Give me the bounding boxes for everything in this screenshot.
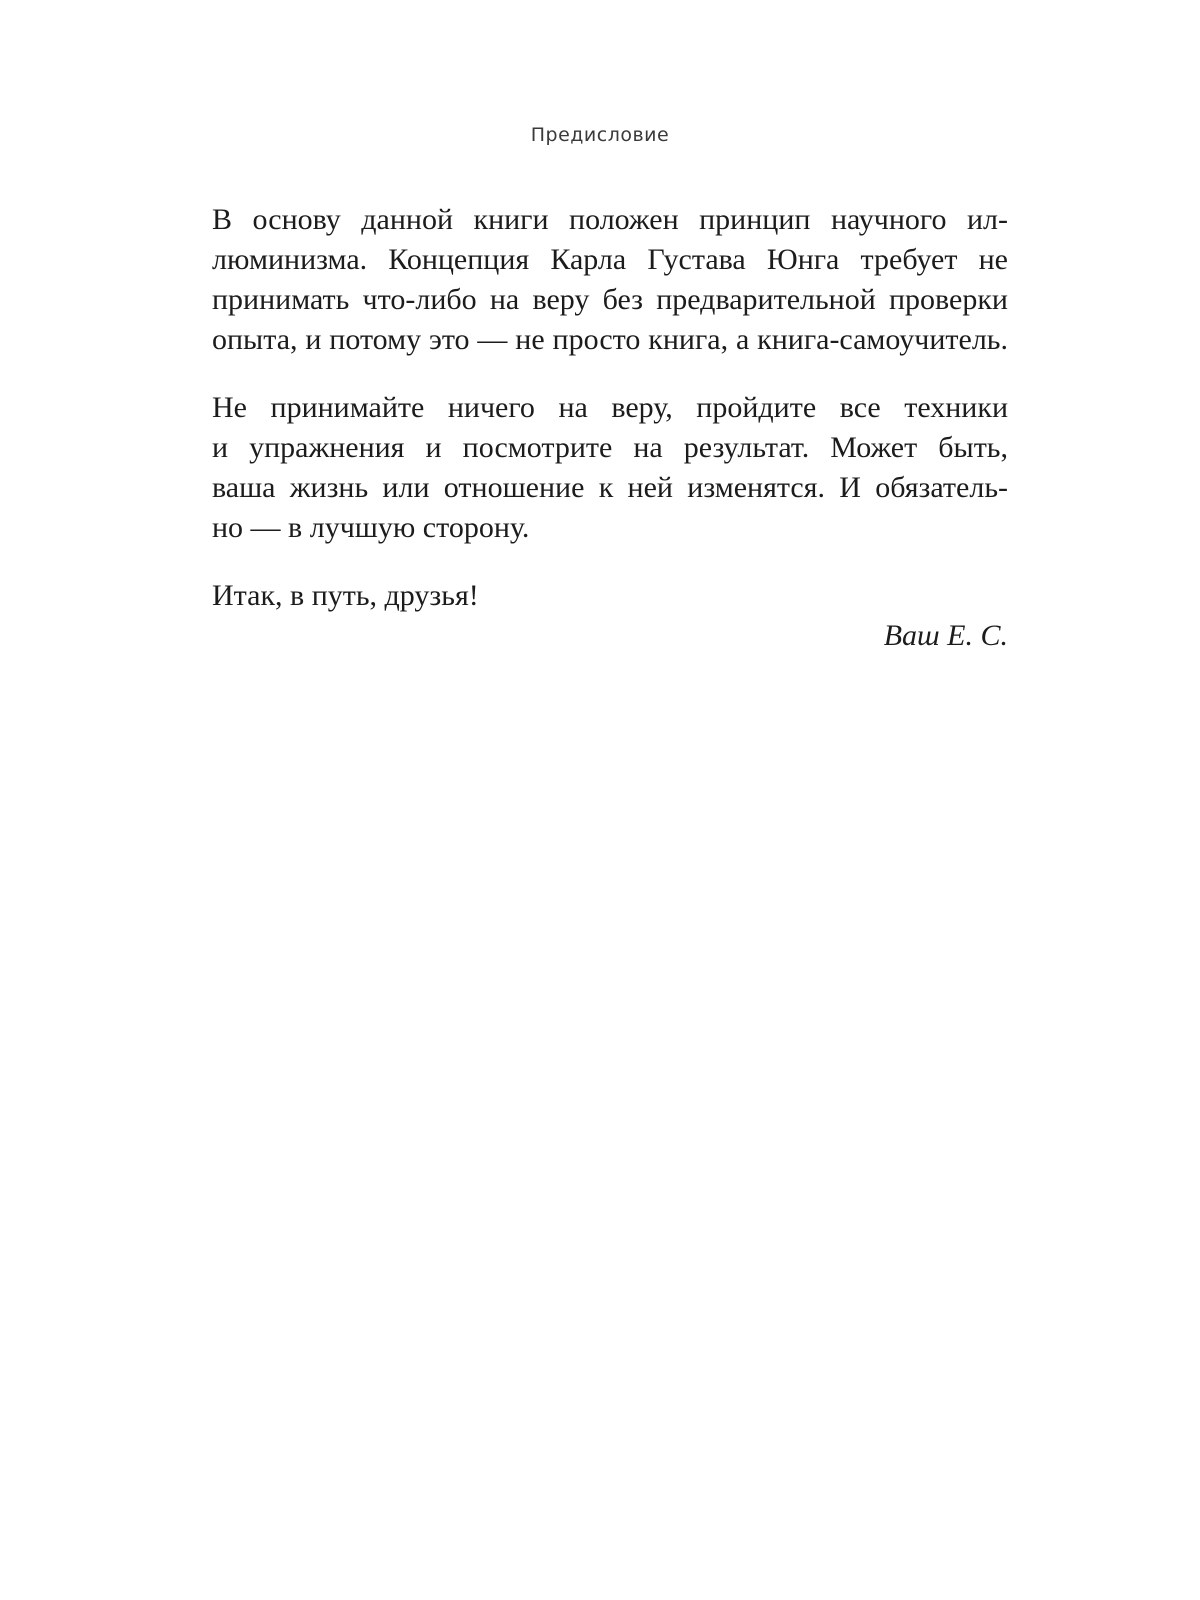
- running-header: Предисловие: [530, 124, 670, 146]
- text-line: В основу данной книги положен принцип научного ил-: [212, 203, 1008, 236]
- text-line: Не принимайте ничего на веру, пройдите все техники: [212, 391, 1008, 424]
- text-line: и упражнения и посмотрите на результат. Может быть,: [212, 431, 1008, 464]
- paragraph-2: [212, 388, 1008, 548]
- paragraph-3: [212, 576, 1008, 616]
- text-line: но — в лучшую сторону.: [212, 511, 530, 544]
- text-line: ваша жизнь или отношение к ней изменятся. И обязатель-: [212, 471, 1008, 504]
- paragraph-1: [212, 200, 1008, 360]
- signature: Ваш Е. С.: [883, 619, 1008, 652]
- text-line: Итак, в путь, друзья!: [212, 579, 479, 612]
- text-line: люминизма. Концепция Карла Густава Юнга требует не: [212, 243, 1008, 276]
- text-line: принимать что-либо на веру без предварительной проверки: [212, 283, 1008, 316]
- body-text: [212, 200, 1008, 644]
- text-line: опыта, и потому это — не просто книга, а книга-самоучитель.: [212, 323, 1008, 356]
